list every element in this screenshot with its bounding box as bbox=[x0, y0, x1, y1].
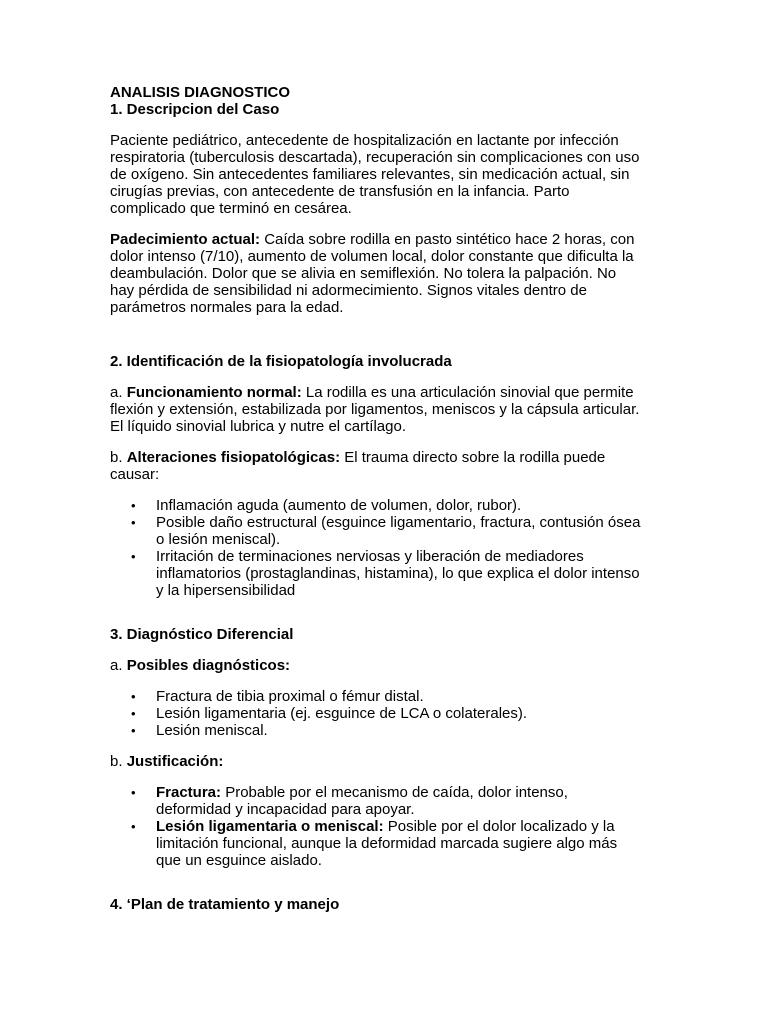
possible-diagnoses-list bbox=[110, 688, 670, 739]
list-item: • Lesión meniscal. bbox=[110, 722, 670, 739]
section-3-heading: 3. Diagnóstico Diferencial bbox=[110, 626, 294, 643]
list-item: • Inflamación aguda (aumento de volumen, dolor, rubor). bbox=[110, 497, 670, 514]
document-page bbox=[110, 84, 670, 913]
pathophysiology-list bbox=[110, 497, 670, 599]
section-1-heading: 1. Descripcion del Caso bbox=[110, 101, 280, 118]
list-item: • Lesión ligamentaria o meniscal: Posible por el dolor localizado y la limitación funcional, aunque la deformidad marcada sugiere algo más que un esguince aislado. bbox=[110, 818, 670, 869]
list-item: • Posible daño estructural (esguince ligamentario, fractura, contusión ósea o lesión meniscal). bbox=[110, 514, 670, 548]
case-description-paragraph: Paciente pediátrico, antecedente de hospitalización en lactante por infección respiratoria (tuberculosis descartada), recuperación sin complicaciones con uso de oxígeno. Sin antecedentes familiares relevantes, sin medicación actual, sin cirugías previas, con antecedente de transfusión en la infancia. Parto complicado que terminó en cesárea. bbox=[110, 132, 640, 217]
current-condition-label: Padecimiento actual: bbox=[110, 231, 261, 248]
pathophysiology-label: Alteraciones fisiopatológicas: bbox=[126, 449, 341, 466]
normal-function-paragraph: a. Funcionamiento normal: La rodilla es una articulación sinovial que permite flexión y extensión, estabilizada por ligamentos, meniscos y la cápsula articular. El líquido sinovial lubrica y nutre el cartílago. bbox=[110, 384, 640, 435]
justification-list bbox=[110, 784, 670, 869]
list-item: • Fractura: Probable por el mecanismo de caída, dolor intenso, deformidad y incapacidad para apoyar. bbox=[110, 784, 670, 818]
list-item: • Irritación de terminaciones nerviosas y liberación de mediadores inflamatorios (prostaglandinas, histamina), lo que explica el dolor intenso y la hipersensibilidad bbox=[110, 548, 670, 599]
current-condition-paragraph: Padecimiento actual: Caída sobre rodilla en pasto sintético hace 2 horas, con dolor intenso (7/10), aumento de volumen local, dolor constante que dificulta la deambulación. Dolor que se alivia en semiflexión. No tolera la palpación. No hay pérdida de sensibilidad ni adormecimiento. Signos vitales dentro de parámetros normales para la edad. bbox=[110, 231, 635, 316]
pathophysiology-paragraph: b. Alteraciones fisiopatológicas: El trauma directo sobre la rodilla puede causar: bbox=[110, 449, 606, 483]
section-2-heading: 2. Identificación de la fisiopatología involucrada bbox=[110, 353, 452, 370]
list-item: • Fractura de tibia proximal o fémur distal. bbox=[110, 688, 670, 705]
list-item: • Lesión ligamentaria (ej. esguince de LCA o colaterales). bbox=[110, 705, 670, 722]
section-4-heading: 4. ‘Plan de tratamiento y manejo bbox=[110, 896, 340, 913]
justification-label: b. Justificación: bbox=[110, 753, 224, 770]
normal-function-label: Funcionamiento normal: bbox=[126, 384, 302, 401]
document-title: ANALISIS DIAGNOSTICO bbox=[110, 84, 291, 101]
possible-diagnoses-label: a. Posibles diagnósticos: bbox=[110, 657, 291, 674]
